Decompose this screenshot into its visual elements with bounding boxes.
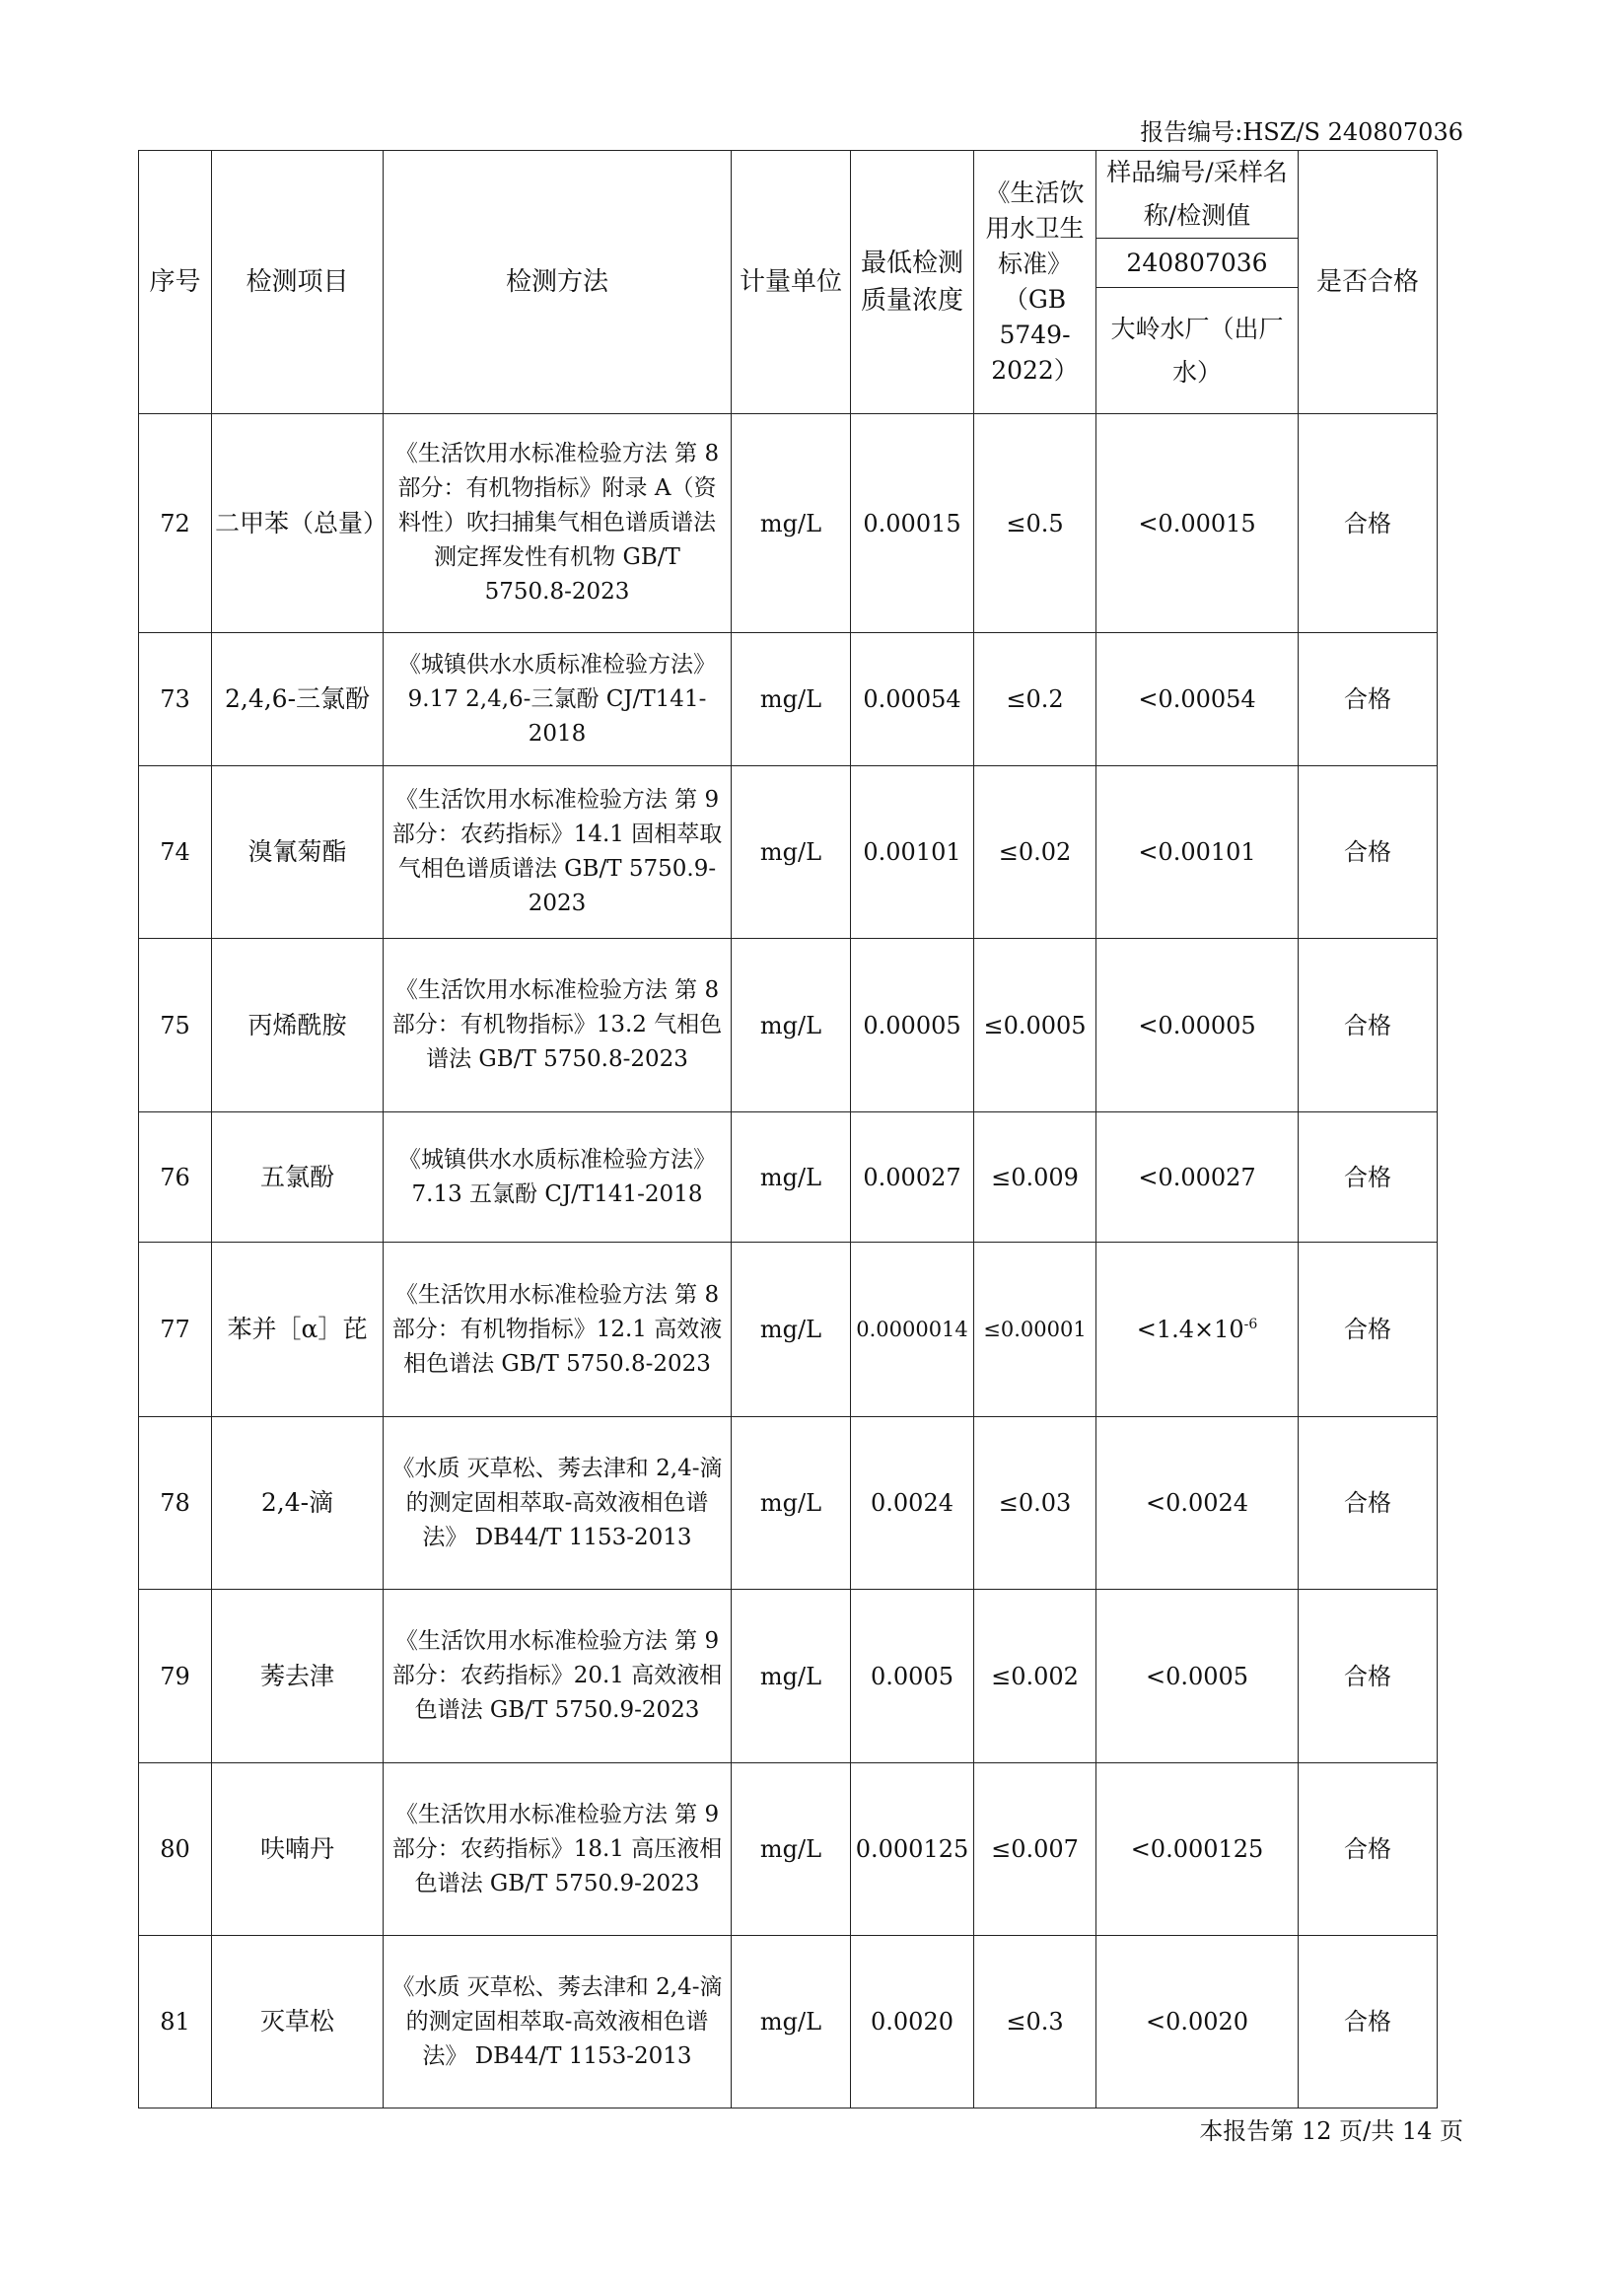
cell-verdict: 合格: [1299, 633, 1438, 766]
table-row: [139, 1243, 1438, 1417]
header-unit: 计量单位: [732, 151, 851, 414]
cell-value: <0.0024: [1096, 1417, 1299, 1590]
cell-value-exponent: -6: [1243, 1317, 1258, 1332]
cell-item: 呋喃丹: [212, 1763, 384, 1936]
test-results-table: [138, 150, 1438, 2108]
report-number: 报告编号:HSZ/S 240807036: [1140, 118, 1463, 146]
cell-method: 《生活饮用水标准检验方法 第 9 部分：农药指标》14.1 固相萃取气相色谱质谱法 GB/T 5750.9-2023: [384, 766, 732, 939]
cell-min: 0.00101: [851, 766, 974, 939]
page-footer: 本报告第 12 页/共 14 页: [1199, 2117, 1463, 2145]
cell-seq: 74: [139, 766, 212, 939]
cell-seq: 72: [139, 414, 212, 633]
cell-verdict: 合格: [1299, 1936, 1438, 2108]
cell-method: 《城镇供水水质标准检验方法》9.17 2,4,6-三氯酚 CJ/T141-2018: [384, 633, 732, 766]
table-row: [139, 1936, 1438, 2108]
cell-min: 0.00054: [851, 633, 974, 766]
cell-limit: ≤0.0005: [974, 939, 1096, 1112]
cell-min: 0.000125: [851, 1763, 974, 1936]
cell-verdict: 合格: [1299, 939, 1438, 1112]
cell-min: 0.00015: [851, 414, 974, 633]
table-row: [139, 939, 1438, 1112]
cell-unit: mg/L: [732, 1417, 851, 1590]
cell-value: <0.000125: [1096, 1763, 1299, 1936]
cell-verdict: 合格: [1299, 1417, 1438, 1590]
cell-seq: 73: [139, 633, 212, 766]
cell-item: 2,4,6-三氯酚: [212, 633, 384, 766]
cell-unit: mg/L: [732, 939, 851, 1112]
header-min-detect: 最低检测质量浓度: [851, 151, 974, 414]
cell-method: 《水质 灭草松、莠去津和 2,4-滴的测定固相萃取-高效液相色谱法》 DB44/T 1153-2013: [384, 1417, 732, 1590]
table-row: [139, 414, 1438, 633]
cell-value: <0.00054: [1096, 633, 1299, 766]
cell-item: 苯并［α］芘: [212, 1243, 384, 1417]
cell-item: 2,4-滴: [212, 1417, 384, 1590]
header-standard: 《生活饮用水卫生标准》（GB 5749-2022）: [974, 151, 1096, 414]
cell-limit: ≤0.002: [974, 1590, 1096, 1763]
cell-unit: mg/L: [732, 766, 851, 939]
cell-min: 0.00005: [851, 939, 974, 1112]
cell-item: 灭草松: [212, 1936, 384, 2108]
header-sample-name: 大岭水厂（出厂水）: [1096, 288, 1299, 414]
cell-seq: 75: [139, 939, 212, 1112]
cell-value-base: <1.4×10: [1136, 1316, 1244, 1343]
cell-limit: ≤0.5: [974, 414, 1096, 633]
cell-seq: 80: [139, 1763, 212, 1936]
cell-min: 0.0000014: [851, 1243, 974, 1417]
cell-unit: mg/L: [732, 1763, 851, 1936]
table-row: [139, 1590, 1438, 1763]
cell-verdict: 合格: [1299, 766, 1438, 939]
cell-method: 《生活饮用水标准检验方法 第 8 部分：有机物指标》13.2 气相色谱法 GB/T 5750.8-2023: [384, 939, 732, 1112]
cell-limit: ≤0.009: [974, 1112, 1096, 1243]
cell-item: 二甲苯（总量）: [212, 414, 384, 633]
cell-method: 《生活饮用水标准检验方法 第 8 部分：有机物指标》12.1 高效液相色谱法 GB/T 5750.8-2023: [384, 1243, 732, 1417]
cell-method: 《水质 灭草松、莠去津和 2,4-滴的测定固相萃取-高效液相色谱法》 DB44/T 1153-2013: [384, 1936, 732, 2108]
cell-verdict: 合格: [1299, 1763, 1438, 1936]
cell-value: <0.0020: [1096, 1936, 1299, 2108]
header-method: 检测方法: [384, 151, 732, 414]
cell-value: [1096, 1243, 1299, 1417]
table-row: [139, 633, 1438, 766]
cell-min: 0.00027: [851, 1112, 974, 1243]
cell-method: 《生活饮用水标准检验方法 第 9 部分：农药指标》18.1 高压液相色谱法 GB/T 5750.9-2023: [384, 1763, 732, 1936]
cell-seq: 77: [139, 1243, 212, 1417]
cell-verdict: 合格: [1299, 1112, 1438, 1243]
table-row: [139, 766, 1438, 939]
cell-seq: 76: [139, 1112, 212, 1243]
cell-unit: mg/L: [732, 1243, 851, 1417]
header-sample-group: 样品编号/采样名称/检测值: [1096, 151, 1299, 239]
cell-verdict: 合格: [1299, 414, 1438, 633]
cell-unit: mg/L: [732, 414, 851, 633]
cell-seq: 79: [139, 1590, 212, 1763]
cell-seq: 78: [139, 1417, 212, 1590]
cell-value: <0.0005: [1096, 1590, 1299, 1763]
cell-min: 0.0005: [851, 1590, 974, 1763]
cell-item: 莠去津: [212, 1590, 384, 1763]
header-verdict: 是否合格: [1299, 151, 1438, 414]
cell-item: 五氯酚: [212, 1112, 384, 1243]
cell-verdict: 合格: [1299, 1590, 1438, 1763]
cell-limit: ≤0.00001: [974, 1243, 1096, 1417]
cell-value: <0.00015: [1096, 414, 1299, 633]
header-sample-no: 240807036: [1096, 239, 1299, 288]
table-row: [139, 1417, 1438, 1590]
cell-value: <0.00101: [1096, 766, 1299, 939]
table-row: [139, 1112, 1438, 1243]
cell-limit: ≤0.007: [974, 1763, 1096, 1936]
cell-limit: ≤0.3: [974, 1936, 1096, 2108]
cell-unit: mg/L: [732, 1112, 851, 1243]
cell-seq: 81: [139, 1936, 212, 2108]
cell-unit: mg/L: [732, 633, 851, 766]
table-row: [139, 1763, 1438, 1936]
cell-min: 0.0020: [851, 1936, 974, 2108]
cell-limit: ≤0.02: [974, 766, 1096, 939]
header-seq: 序号: [139, 151, 212, 414]
header-item: 检测项目: [212, 151, 384, 414]
cell-min: 0.0024: [851, 1417, 974, 1590]
cell-unit: mg/L: [732, 1590, 851, 1763]
cell-item: 溴氰菊酯: [212, 766, 384, 939]
cell-item: 丙烯酰胺: [212, 939, 384, 1112]
cell-value: <0.00027: [1096, 1112, 1299, 1243]
cell-limit: ≤0.03: [974, 1417, 1096, 1590]
cell-unit: mg/L: [732, 1936, 851, 2108]
cell-method: 《城镇供水水质标准检验方法》7.13 五氯酚 CJ/T141-2018: [384, 1112, 732, 1243]
cell-method: 《生活饮用水标准检验方法 第 9 部分：农药指标》20.1 高效液相色谱法 GB/T 5750.9-2023: [384, 1590, 732, 1763]
cell-verdict: 合格: [1299, 1243, 1438, 1417]
cell-method: 《生活饮用水标准检验方法 第 8 部分：有机物指标》附录 A（资料性）吹扫捕集气相色谱质谱法测定挥发性有机物 GB/T 5750.8-2023: [384, 414, 732, 633]
cell-limit: ≤0.2: [974, 633, 1096, 766]
cell-value: <0.00005: [1096, 939, 1299, 1112]
